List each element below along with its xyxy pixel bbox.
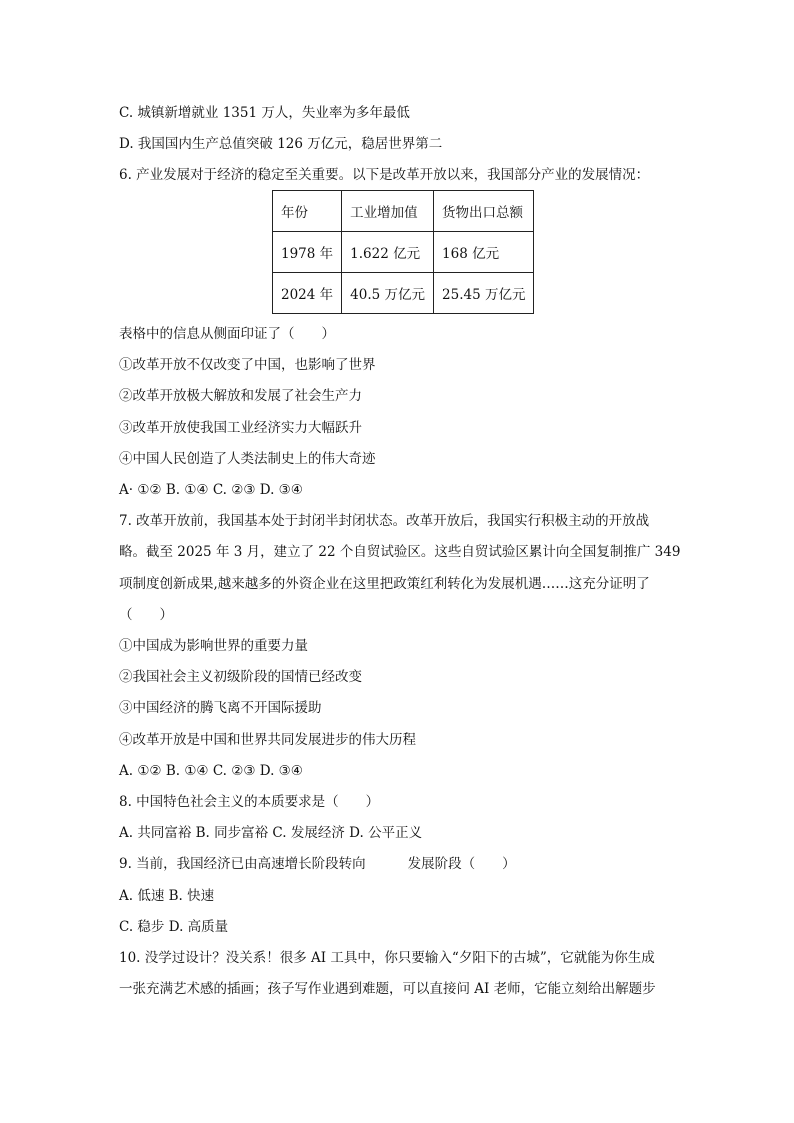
question-7-line-3: 项制度创新成果,越来越多的外资企业在这里把政策红利转化为发展机遇……这充分证明了 xyxy=(119,576,650,592)
table-header-row xyxy=(273,191,534,232)
question-9-stem xyxy=(119,854,516,874)
industry-development-table xyxy=(272,190,534,314)
question-8-stem: 8. 中国特色社会主义的本质要求是（ ） xyxy=(119,794,380,810)
table-cell: 168 亿元 xyxy=(434,232,534,273)
question-7-option-3: ③中国经济的腾飞离不开国际援助 xyxy=(119,700,322,716)
table-header-cell: 工业增加值 xyxy=(342,191,434,232)
question-7-option-4: ④改革开放是中国和世界共同发展进步的伟大历程 xyxy=(119,732,416,748)
question-9-stem-part-1: 9. 当前，我国经济已由高速增长阶段转向 xyxy=(119,856,366,872)
option-d-text: D. 我国国内生产总值突破 126 万亿元，稳居世界第二 xyxy=(119,136,443,152)
question-6-stem: 6. 产业发展对于经济的稳定至关重要。以下是改革开放以来，我国部分产业的发展情况： xyxy=(119,167,650,183)
question-9-answers-1: A. 低速 B. 快速 xyxy=(119,888,215,904)
question-6-prompt: 表格中的信息从侧面印证了（ ） xyxy=(119,326,335,342)
question-10-line-1: 10. 没学过设计？没关系！很多 AI 工具中，你只要输入“夕阳下的古城”，它就能为你生成 xyxy=(119,950,655,966)
question-10-line-2: 一张充满艺术感的插画；孩子写作业遇到难题，可以直接问 AI 老师，它能立刻给出解题步 xyxy=(119,981,656,997)
question-7-answers: A. ①② B. ①④ C. ②③ D. ③④ xyxy=(119,763,303,779)
table-cell: 1978 年 xyxy=(273,232,342,273)
table-row xyxy=(273,273,534,314)
table-header-cell: 年份 xyxy=(273,191,342,232)
table-cell: 1.622 亿元 xyxy=(342,232,434,273)
question-6-option-3: ③改革开放使我国工业经济实力大幅跃升 xyxy=(119,420,362,436)
table-cell: 40.5 万亿元 xyxy=(342,273,434,314)
table-cell: 2024 年 xyxy=(273,273,342,314)
question-7-line-4: （ ） xyxy=(119,607,173,623)
question-7-line-1: 7. 改革开放前，我国基本处于封闭半封闭状态。改革开放后，我国实行积极主动的开放战 xyxy=(119,513,650,529)
option-c-text: C. 城镇新增就业 1351 万人，失业率为多年最低 xyxy=(119,105,410,121)
question-8-answers: A. 共同富裕 B. 同步富裕 C. 发展经济 D. 公平正义 xyxy=(119,825,423,841)
question-9-stem-part-2: 发展阶段（ ） xyxy=(407,856,516,872)
table-cell: 25.45 万亿元 xyxy=(434,273,534,314)
table-header-cell: 货物出口总额 xyxy=(434,191,534,232)
question-6-answers: A· ①② B. ①④ C. ②③ D. ③④ xyxy=(119,482,303,498)
question-6-option-2: ②改革开放极大解放和发展了社会生产力 xyxy=(119,388,362,404)
table-row xyxy=(273,232,534,273)
question-7-option-1: ①中国成为影响世界的重要力量 xyxy=(119,638,308,654)
question-7-line-2: 略。截至 2025 年 3 月，建立了 22 个自贸试验区。这些自贸试验区累计向全国复制推广 349 xyxy=(119,544,681,560)
question-7-option-2: ②我国社会主义初级阶段的国情已经改变 xyxy=(119,669,362,685)
question-9-answers-2: C. 稳步 D. 高质量 xyxy=(119,919,229,935)
question-6-option-1: ①改革开放不仅改变了中国，也影响了世界 xyxy=(119,357,376,373)
question-6-option-4: ④中国人民创造了人类法制史上的伟大奇迹 xyxy=(119,451,376,467)
